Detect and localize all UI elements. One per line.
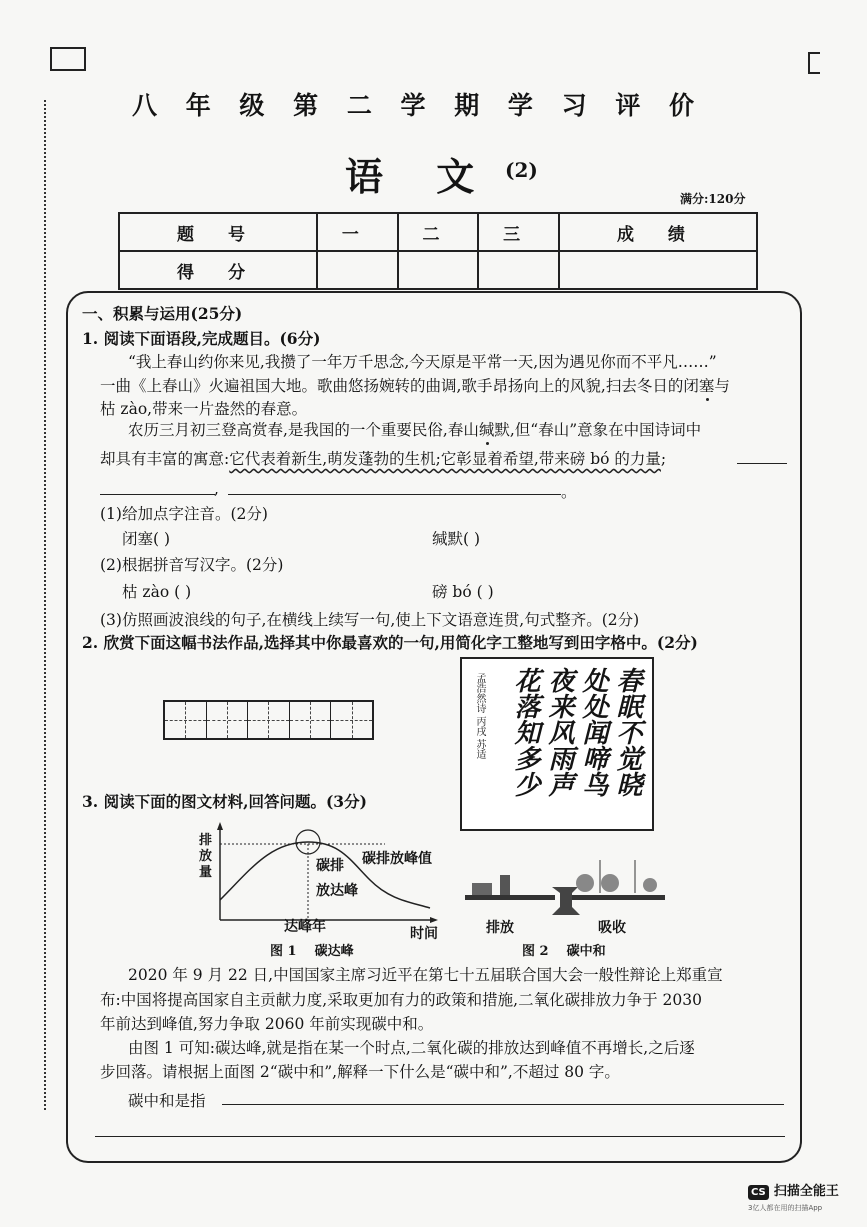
scanner-watermark xyxy=(748,1180,839,1213)
brand-tagline: 3亿人都在用的扫描App xyxy=(748,1204,823,1212)
row-label: 得 分 xyxy=(119,251,317,289)
q1-text: 农历三月初三登高赏春,是我国的一个重要民俗,春山缄默,但“春山”意象在中国诗词中 xyxy=(128,421,702,439)
pinyin-field-jianmo[interactable]: 缄默( ) xyxy=(432,530,481,548)
q3-text: 年前达到峰值,努力争取 2060 年前实现碳中和。 xyxy=(100,1015,434,1033)
corner-bracket xyxy=(808,52,820,74)
tree-icon xyxy=(576,874,594,892)
answer-blank[interactable] xyxy=(100,494,215,495)
binding-dotted-line xyxy=(44,100,46,1110)
calligraphy-inscription: 孟浩然诗 丙戌 苏适 xyxy=(474,673,485,760)
q1-text: 一曲《上春山》火遍祖国大地。歌曲悠扬婉转的曲调,歌手昂扬向上的风貌,扫去冬日的闭塞与 xyxy=(100,377,730,395)
sub-question-2: (2)根据拼音写汉字。(2分) xyxy=(100,556,284,574)
x-axis-label: 时间 xyxy=(410,926,438,942)
calligraphy-artwork xyxy=(460,657,654,831)
answer-blank[interactable] xyxy=(737,463,787,464)
calligraphy-line: 处处闻啼鸟 xyxy=(578,667,608,797)
figure-2-balance-scale xyxy=(460,855,670,915)
q1-title: 1. 阅读下面语段,完成题目。(6分) xyxy=(82,329,321,348)
scale-stand xyxy=(552,887,580,915)
sub-question-1: (1)给加点字注音。(2分) xyxy=(100,505,268,523)
punct: 。 xyxy=(561,483,577,501)
figure-2-caption: 图 2 碳中和 xyxy=(522,944,606,959)
chimney-icon xyxy=(500,875,510,895)
section-heading: 一、积累与运用(25分) xyxy=(82,304,243,323)
subject-title: 语 文 xyxy=(345,154,495,199)
peak-year-label: 达峰年 xyxy=(284,919,326,935)
peak-value-label: 碳排放峰值 xyxy=(362,851,432,867)
cs-logo: CS xyxy=(748,1185,769,1200)
score-cell[interactable] xyxy=(317,251,398,289)
tree-icon xyxy=(643,878,657,892)
q1-text: 枯 zào,带来一片盎然的春意。 xyxy=(100,400,308,418)
y-axis-arrow xyxy=(217,822,223,830)
calligraphy-line: 夜来风雨声 xyxy=(544,667,574,797)
factory-icon xyxy=(472,883,492,895)
answer-line[interactable] xyxy=(95,1136,785,1137)
volume-number: (2) xyxy=(505,158,538,182)
punct: , xyxy=(214,480,219,498)
wavy-sentence: 它代表着新生,萌发蓬勃的生机;它彰显着希望,带来磅 bó 的力量 xyxy=(229,450,661,468)
absorption-label: 吸收 xyxy=(598,920,626,936)
y-axis-label: 排放量 xyxy=(199,833,213,880)
q3-title: 3. 阅读下面的图文材料,回答问题。(3分) xyxy=(82,792,367,811)
answer-prompt: 碳中和是指 xyxy=(128,1092,206,1110)
label-b: 放达峰 xyxy=(316,883,358,899)
right-pan xyxy=(565,895,665,900)
emission-label: 排放 xyxy=(486,920,514,936)
header-cell: 成 绩 xyxy=(559,213,757,251)
left-pan xyxy=(465,895,555,900)
q3-text: 布:中国将提高国家自主贡献力度,采取更加有力的政策和措施,二氧化碳排放力争于 2030 xyxy=(100,991,702,1009)
score-table xyxy=(118,212,758,290)
answer-blank[interactable] xyxy=(228,494,561,495)
brand-name: 扫描全能王 xyxy=(773,1184,839,1199)
q3-text: 2020 年 9 月 22 日,中国国家主席习近平在第七十五届联合国大会一般性辩论上郑重宣 xyxy=(128,966,723,984)
table-row xyxy=(119,251,757,289)
q1-text: “我上春山约你来见,我攒了一年万千思念,今天原是平常一天,因为遇见你而不平凡……” xyxy=(128,353,717,371)
table-row xyxy=(119,213,757,251)
score-cell[interactable] xyxy=(559,251,757,289)
header-cell: 三 xyxy=(478,213,559,251)
tianzi-grid[interactable] xyxy=(163,700,374,740)
q2-title: 2. 欣赏下面这幅书法作品,选择其中你最喜欢的一句,用简化字工整地写到田字格中。(2分) xyxy=(82,633,698,652)
full-marks: 满分:120分 xyxy=(680,192,746,206)
hanzi-field-bo[interactable]: 磅 bó ( ) xyxy=(432,583,494,601)
pinyin-field-bise[interactable]: 闭塞( ) xyxy=(122,530,171,548)
calligraphy-line: 春眠不觉晓 xyxy=(612,667,642,797)
score-cell[interactable] xyxy=(398,251,479,289)
answer-line[interactable] xyxy=(222,1104,784,1105)
calligraphy-line: 花落知多少 xyxy=(510,667,540,797)
sub-question-3: (3)仿照画波浪线的句子,在横线上续写一句,使上下文语意连贯,句式整齐。(2分) xyxy=(100,611,640,629)
header-cell: 题 号 xyxy=(119,213,317,251)
q3-text: 步回落。请根据上面图 2“碳中和”,解释一下什么是“碳中和”,不超过 80 字。 xyxy=(100,1063,620,1081)
exam-title: 八 年 级 第 二 学 期 学 习 评 价 xyxy=(132,91,705,120)
q3-text: 由图 1 可知:碳达峰,就是指在某一个时点,二氧化碳的排放达到峰值不再增长,之后逐 xyxy=(128,1039,695,1057)
tree-icon xyxy=(601,874,619,892)
label-a: 碳排 xyxy=(316,858,344,874)
header-cell: 二 xyxy=(398,213,479,251)
figure-1-caption: 图 1 碳达峰 xyxy=(270,944,354,959)
q1-text: 却具有丰富的寓意:它代表着新生,萌发蓬勃的生机;它彰显着希望,带来磅 bó 的力量; xyxy=(100,450,667,468)
header-cell: 一 xyxy=(317,213,398,251)
corner-box xyxy=(50,47,86,71)
score-cell[interactable] xyxy=(478,251,559,289)
hanzi-field-zao[interactable]: 枯 zào ( ) xyxy=(122,583,192,601)
